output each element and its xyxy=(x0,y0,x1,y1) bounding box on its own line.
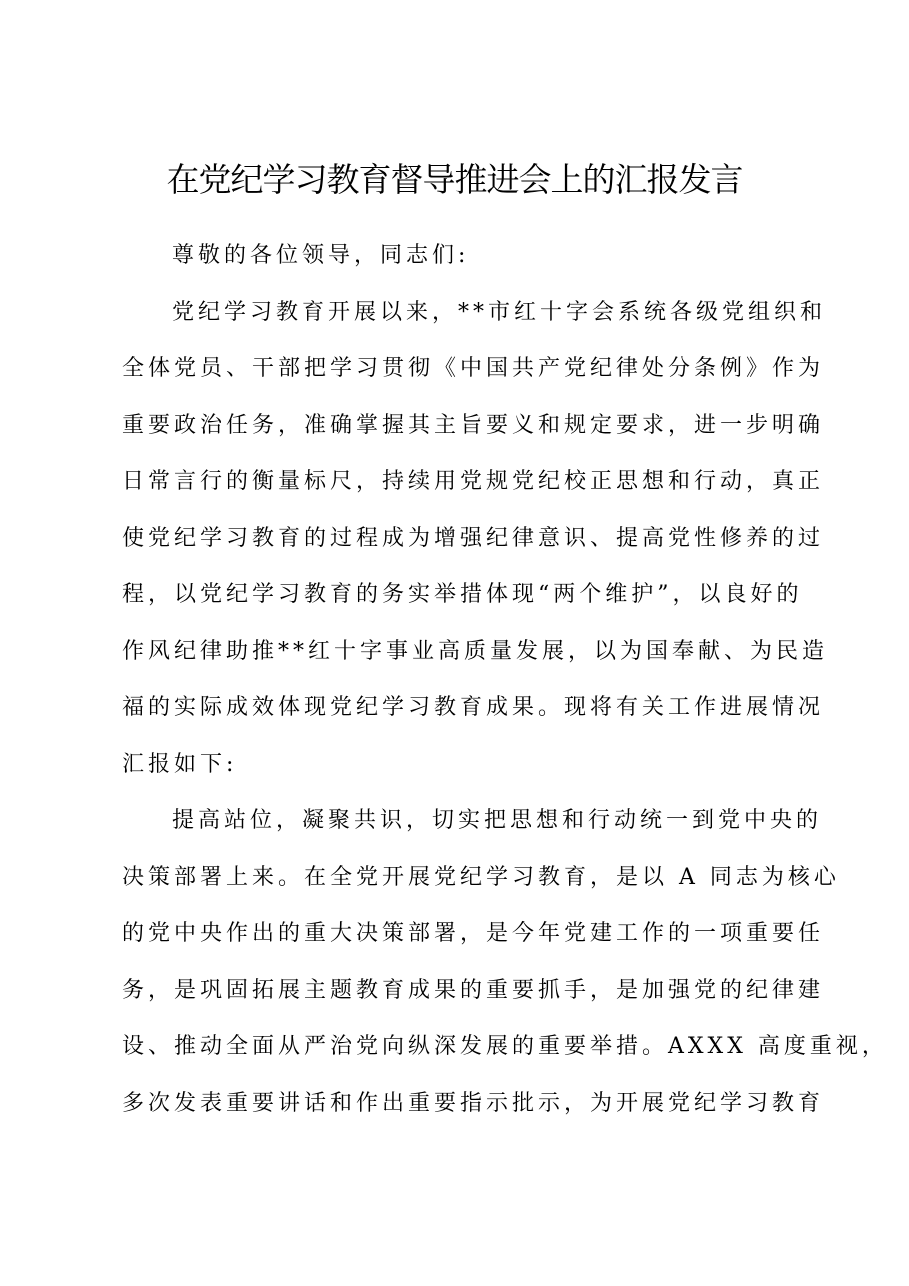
document-body xyxy=(122,228,888,1132)
paragraph-line: 的党中央作出的重大决策部署，是今年党建工作的一项重要任 xyxy=(122,921,825,946)
salutation: 尊敬的各位领导，同志们: xyxy=(172,243,470,268)
paragraph-2 xyxy=(122,793,888,1132)
paragraph-line: 多次发表重要讲话和作出重要指示批示，为开展党纪学习教育 xyxy=(122,1090,825,1116)
paragraph-line: 党纪学习教育开展以来，**市红十字会系统各级党组织和 xyxy=(172,299,827,325)
paragraph-line: 日常言行的衡量标尺，持续用党规党纪校正思想和行动，真正 xyxy=(122,469,825,494)
document-title: 在党纪学习教育督导推进会上的汇报发言 xyxy=(166,160,743,199)
paragraph-line: 提高站位，凝聚共识，切实把思想和行动统一到党中央的 xyxy=(172,808,823,833)
paragraph-line: 程，以党纪学习教育的务实举措体现“两个维护”，以良好的 xyxy=(122,582,803,607)
paragraph-line: 汇报如下: xyxy=(122,751,238,777)
paragraph-line: 福的实际成效体现党纪学习教育成果。现将有关工作进展情况 xyxy=(122,695,825,720)
paragraph-1 xyxy=(122,285,829,794)
paragraph-line: 设、推动全面从严治党向纵深发展的重要举措。AXXX 高度重视， xyxy=(122,1034,888,1059)
paragraph-line: 重要政治任务，准确掌握其主旨要义和规定要求，进一步明确 xyxy=(122,412,825,438)
paragraph-line: 决策部署上来。在全党开展党纪学习教育，是以 A 同志为核心 xyxy=(122,864,840,890)
paragraph-line: 作风纪律助推**红十字事业高质量发展，以为国奉献、为民造 xyxy=(122,638,829,664)
paragraph-line: 使党纪学习教育的过程成为增强纪律意识、提高党性修养的过 xyxy=(122,525,825,551)
paragraph-line: 务，是巩固拓展主题教育成果的重要抓手，是加强党的纪律建 xyxy=(122,977,825,1003)
paragraph-line: 全体党员、干部把学习贯彻《中国共产党纪律处分条例》作为 xyxy=(122,356,825,381)
